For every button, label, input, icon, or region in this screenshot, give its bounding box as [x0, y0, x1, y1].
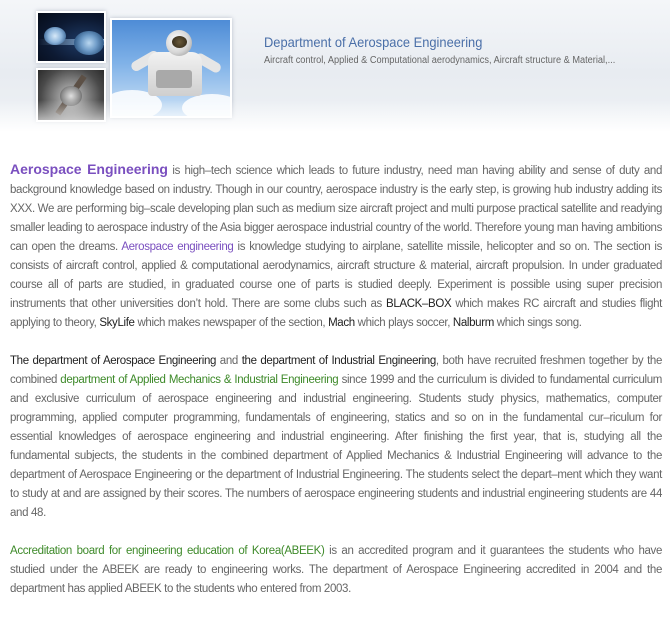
text-segment: is an accredited program and it guarantees the students who have studied under the ABEEK are ready to engineering works. The department of Aerospace Engineering accredited in 2004 and the department has applied ABEEK to the students who entered from 2003. [10, 545, 662, 595]
text-segment: is high–tech science which leads to future industry, need man having ability and sense of duty and background knowledge based on industry. Though in our country, aerospace industry is the early step, is growing hub industry adding its XXX. We are performing big–scale developing plan such as medium size aircraft project and multi purpose practical satellite and readying smaller leading to aerospace industry of the Asia bigger aerospace industrial country of the world. Therefore young man having ambitions can open the dreams. [10, 165, 662, 253]
curriculum-paragraph [10, 352, 662, 523]
club-skylife: SkyLife [99, 317, 135, 329]
text-segment: which makes newspaper of the section, [134, 317, 329, 329]
text-segment: , both have recruited freshmen together by the combined [10, 355, 663, 386]
text-segment: since 1999 and the curriculum is divided to fundamental curriculum and exclusive curriculum of aerospace engineering and industrial engineering. Students study physics, mathematics, computer programming, applied computer programming, fundamentals of engineering, statics and so on in the fundamental cur–riculum for essential knowledges of aerospace engineering and industrial engineering. After finishing the first year, that is, studying all the fundamental subjects, the students in the combined department of Applied Mechanics & Industrial Engineering will advance to the department of Aerospace Engineering or the department of Industrial Engineering. The students select the depart–ment which they want to study at and are assigned by their scores. The numbers of aerospace engineering students and industrial engineering students are 44 and 48. [10, 374, 662, 519]
combined-dept-highlight: department of Applied Mechanics & Industrial Engineering [60, 374, 339, 386]
club-mach: Mach [328, 317, 355, 329]
page-subtitle: Aircraft control, Applied & Computational aerodynamics, Aircraft structure & Material,... [264, 55, 616, 66]
text-segment: which plays soccer, [354, 317, 453, 329]
aerospace-engineering-highlight: Aerospace engineering [121, 241, 234, 253]
dept-aerospace: The department of Aerospace Engineering [10, 355, 217, 367]
text-segment: and [216, 355, 242, 367]
page-title: Department of Aerospace Engineering [264, 34, 483, 50]
dept-industrial: the department of Industrial Engineering [241, 355, 436, 367]
club-nalburm: Nalburm [452, 317, 494, 329]
lead-heading: Aerospace Engineering [10, 161, 168, 177]
abeek-highlight: Accreditation board for engineering education of Korea(ABEEK) [10, 545, 325, 557]
text-segment: is knowledge studying to airplane, satellite missile, helicopter and so on. The section is consists of aircraft control, applied & computational aerodynamics, aircraft structure & material, aircraft propulsion. In under graduated course all of parts are studied, in graduated course one of parts is studied deeply. Experiment is possible using super precision instruments that other universities don’t hold. There are some clubs such as [10, 241, 663, 310]
club-black-box: BLACK–BOX [386, 298, 452, 310]
jet-engine-photo [36, 11, 106, 63]
text-segment: which makes RC aircraft and studies flight applying to theory, [10, 298, 662, 329]
text-segment: which sings song. [493, 317, 582, 329]
intro-paragraph [10, 160, 662, 333]
main-content [10, 160, 662, 618]
header-banner [0, 0, 670, 132]
accreditation-paragraph [10, 542, 662, 599]
